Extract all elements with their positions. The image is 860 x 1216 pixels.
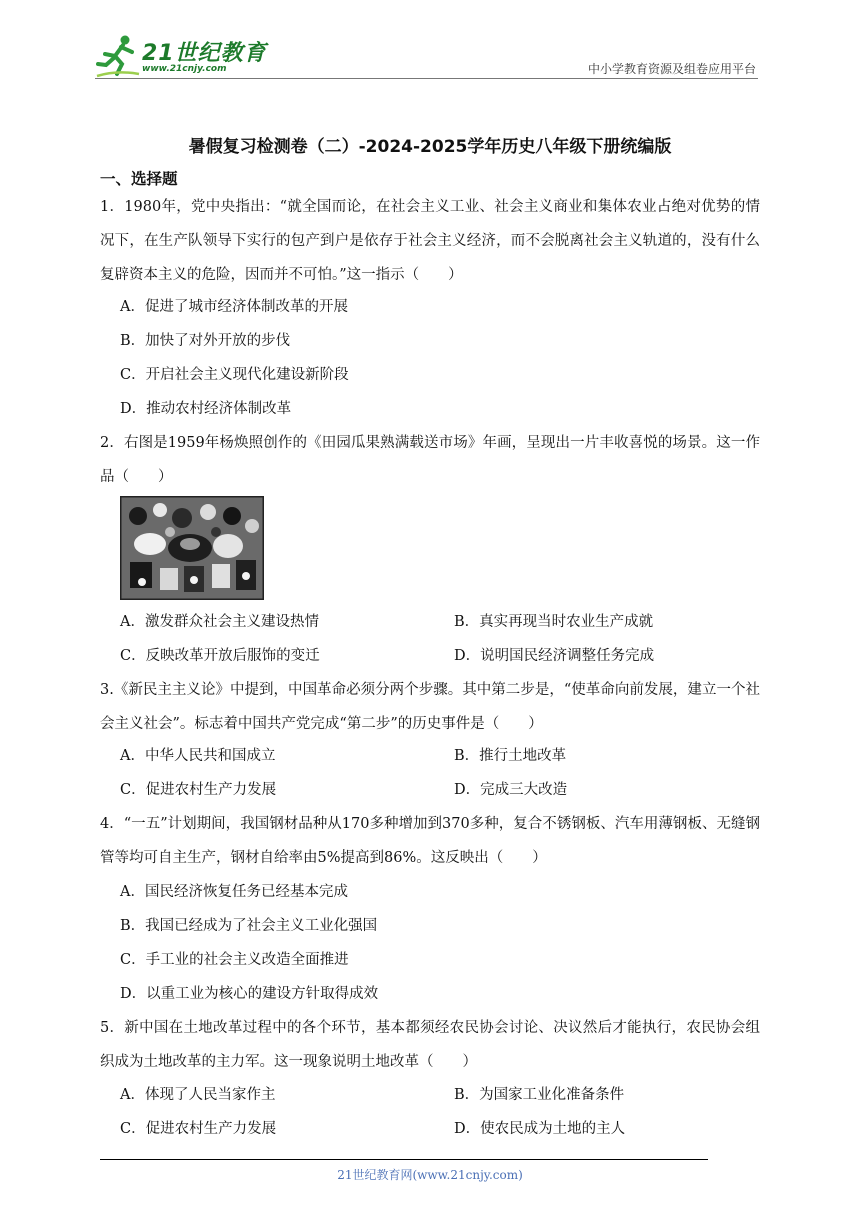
question-1-stem: 1．1980年，党中央指出：“就全国而论，在社会主义工业、社会主义商业和集体农业占绝对优势的情况下，在生产队领导下实行的包产到户是依存于社会主义经济，而不会脱离社会主义轨道的，没有什么复辟资本主义的危险，因而并不可怕。”这一指示（ ） (100, 199, 760, 283)
question-1-option-a[interactable]: A．促进了城市经济体制改革的开展 (120, 299, 348, 315)
question-3-option-b[interactable]: B．推行土地改革 (454, 748, 567, 764)
page-header (0, 0, 860, 82)
site-logo[interactable] (95, 34, 267, 78)
new-year-painting-image (120, 496, 264, 600)
question-4-stem: 4．“一五”计划期间，我国钢材品种从170多种增加到370多种，复合不锈钢板、汽车用薄钢板、无缝钢管等均可自主生产，钢材自给率由5%提高到86%。这反映出（ ） (100, 816, 760, 866)
footer-link[interactable]: 21世纪教育网(www.21cnjy.com) (337, 1168, 523, 1182)
question-5-option-b[interactable]: B．为国家工业化准备条件 (454, 1087, 625, 1103)
logo-text: 21世纪教育 (142, 41, 267, 66)
footer-divider (100, 1159, 708, 1160)
logo-url: www.21cnjy.com (142, 64, 227, 74)
question-3-option-a[interactable]: A．中华人民共和国成立 (120, 748, 276, 764)
question-3-option-d[interactable]: D．完成三大改造 (454, 782, 568, 798)
exam-title: 暑假复习检测卷（二）-2024-2025学年历史八年级下册统编版 (188, 137, 672, 157)
question-1-option-d[interactable]: D．推动农村经济体制改革 (120, 401, 292, 417)
question-3-stem: 3.《新民主主义论》中提到，中国革命必须分两个步骤。其中第二步是，“使革命向前发展，建立一个社会主义社会”。标志着中国共产党完成“第二步”的历史事件是（ ） (100, 682, 760, 732)
header-divider (95, 78, 758, 79)
question-5-option-c[interactable]: C．促进农村生产力发展 (120, 1121, 277, 1137)
question-1-option-c[interactable]: C．开启社会主义现代化建设新阶段 (120, 367, 349, 383)
question-2-option-a[interactable]: A．激发群众社会主义建设热情 (120, 614, 319, 630)
question-4-option-c[interactable]: C．手工业的社会主义改造全面推进 (120, 952, 349, 968)
painting-illustration (120, 496, 264, 600)
question-1-option-b[interactable]: B．加快了对外开放的步伐 (120, 333, 291, 349)
question-2-option-c[interactable]: C．反映改革开放后服饰的变迁 (120, 648, 320, 664)
question-4-option-a[interactable]: A．国民经济恢复任务已经基本完成 (120, 884, 348, 900)
runner-logo-icon (95, 34, 141, 78)
platform-name: 中小学教育资源及组卷应用平台 (587, 62, 756, 76)
question-3-option-c[interactable]: C．促进农村生产力发展 (120, 782, 277, 798)
question-4-option-b[interactable]: B．我国已经成为了社会主义工业化强国 (120, 918, 378, 934)
question-2-option-b[interactable]: B．真实再现当时农业生产成就 (454, 614, 654, 630)
question-2-stem: 2．右图是1959年杨焕照创作的《田园瓜果熟满载送市场》年画，呈现出一片丰收喜悦的场景。这一作品（ ） (100, 435, 760, 485)
section-title: 一、选择题 (100, 170, 178, 188)
question-5-stem: 5．新中国在土地改革过程中的各个环节，基本都须经农民协会讨论、决议然后才能执行，农民协会组织成为土地改革的主力军。这一现象说明土地改革（ ） (100, 1020, 760, 1070)
question-5-option-a[interactable]: A．体现了人民当家作主 (120, 1087, 276, 1103)
question-2-option-d[interactable]: D．说明国民经济调整任务完成 (454, 648, 655, 664)
question-5-option-d[interactable]: D．使农民成为土地的主人 (454, 1121, 626, 1137)
question-4-option-d[interactable]: D．以重工业为核心的建设方针取得成效 (120, 986, 379, 1002)
